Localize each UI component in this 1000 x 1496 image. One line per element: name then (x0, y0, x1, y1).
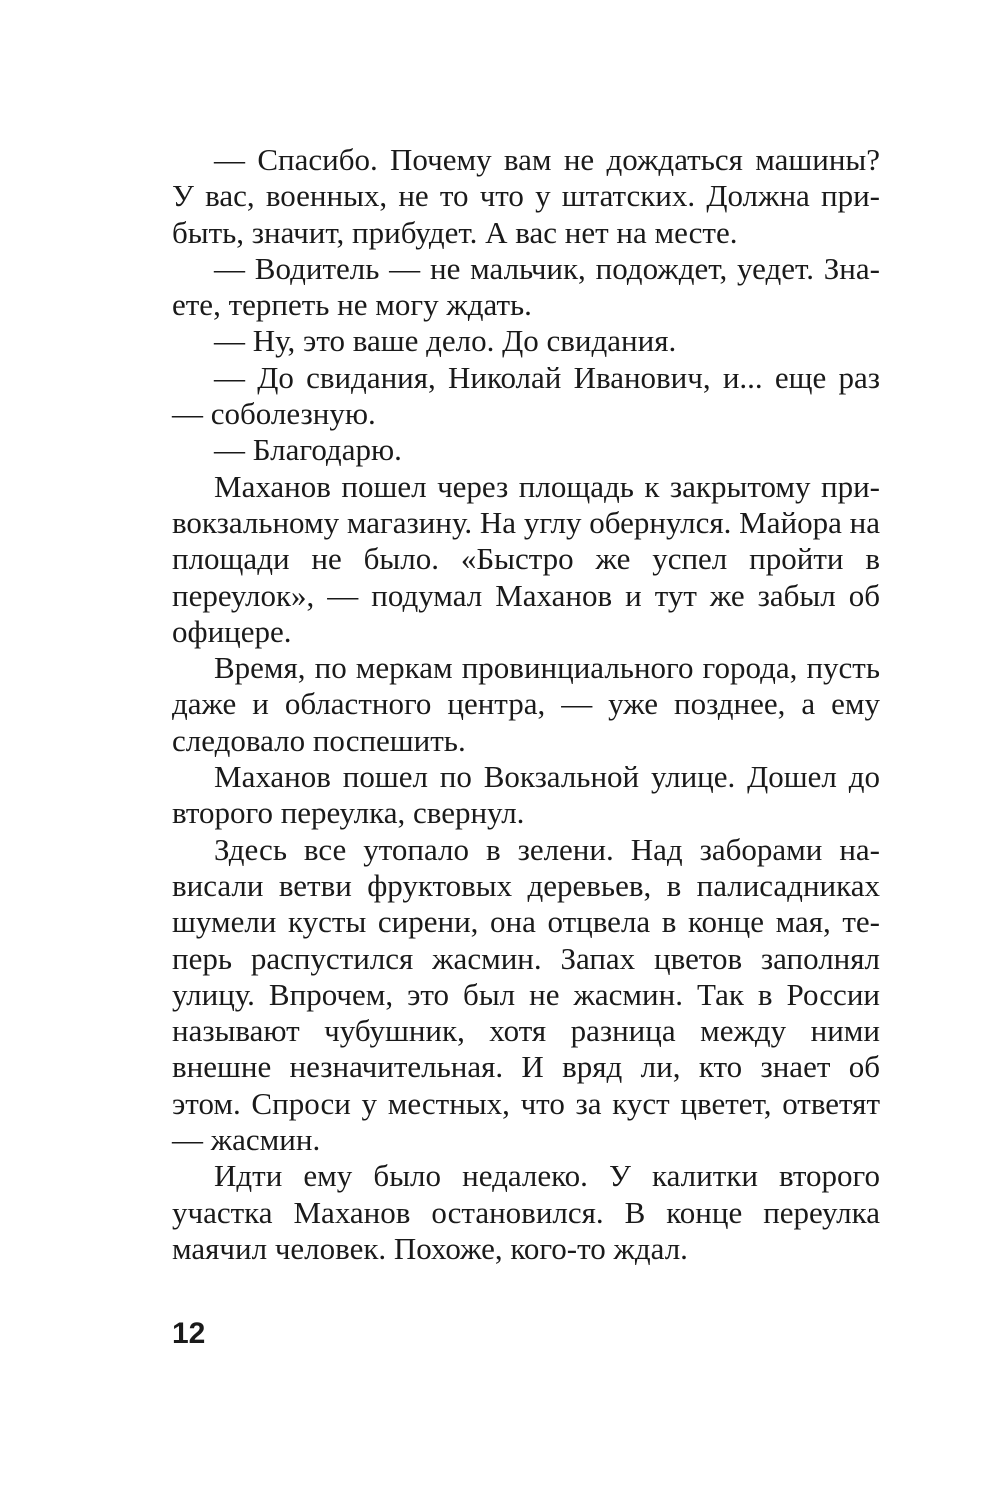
paragraph-8: Маханов пошел по Вокзальной улице. Дошел до второго переулка, свернул. (172, 759, 880, 831)
paragraph-4: — До свидания, Николай Иванович, и... еще раз — соболезную. (172, 359, 880, 432)
paragraph-3: — Ну, это ваше дело. До свидания. (214, 323, 677, 359)
paragraph-7: Время, по меркам провинциального города, пусть даже и областного центра, — уже позднее, а ему следовало поспешить. (172, 650, 880, 758)
paragraph-5: — Благодарю. (214, 432, 402, 468)
paragraph-1: — Спасибо. Почему вам не дождаться машины? У вас, военных, не то что у штатских. Должна прибыть, значит, прибудет. А вас нет на месте. (172, 142, 880, 250)
page-number: 12 (172, 1317, 206, 1350)
body-text (172, 142, 880, 1267)
paragraph-10: Идти ему было недалеко. У калитки второго участка Маханов остановился. В конце переулка маячил человек. Похоже, кого-то ждал. (172, 1158, 880, 1266)
paragraph-2: — Водитель — не мальчик, подождет, уедет. Знаете, терпеть не могу ждать. (172, 250, 880, 323)
paragraph-6: Маханов пошел через площадь к закрытому привокзальному магазину. На углу обернулся. Майора на площади не было. «Быстро же успел пройти в переулок», — подумал Маханов и тут же забыл об офицере. (172, 468, 880, 649)
paragraph-9: Здесь все утопало в зелени. Над заборами нависали ветви фруктовых деревьев, в палисадниках шумели кусты сирени, она отцвела в конце мая, теперь распустился жасмин. Запах цветов заполнял улицу. Впрочем, это был не жасмин. Так в России называют чубушник, хотя разница между ними внешне незначительная. И вряд ли, кто знает об этом. Спроси у местных, что за куст цветет, ответят — жасмин. (172, 831, 880, 1158)
